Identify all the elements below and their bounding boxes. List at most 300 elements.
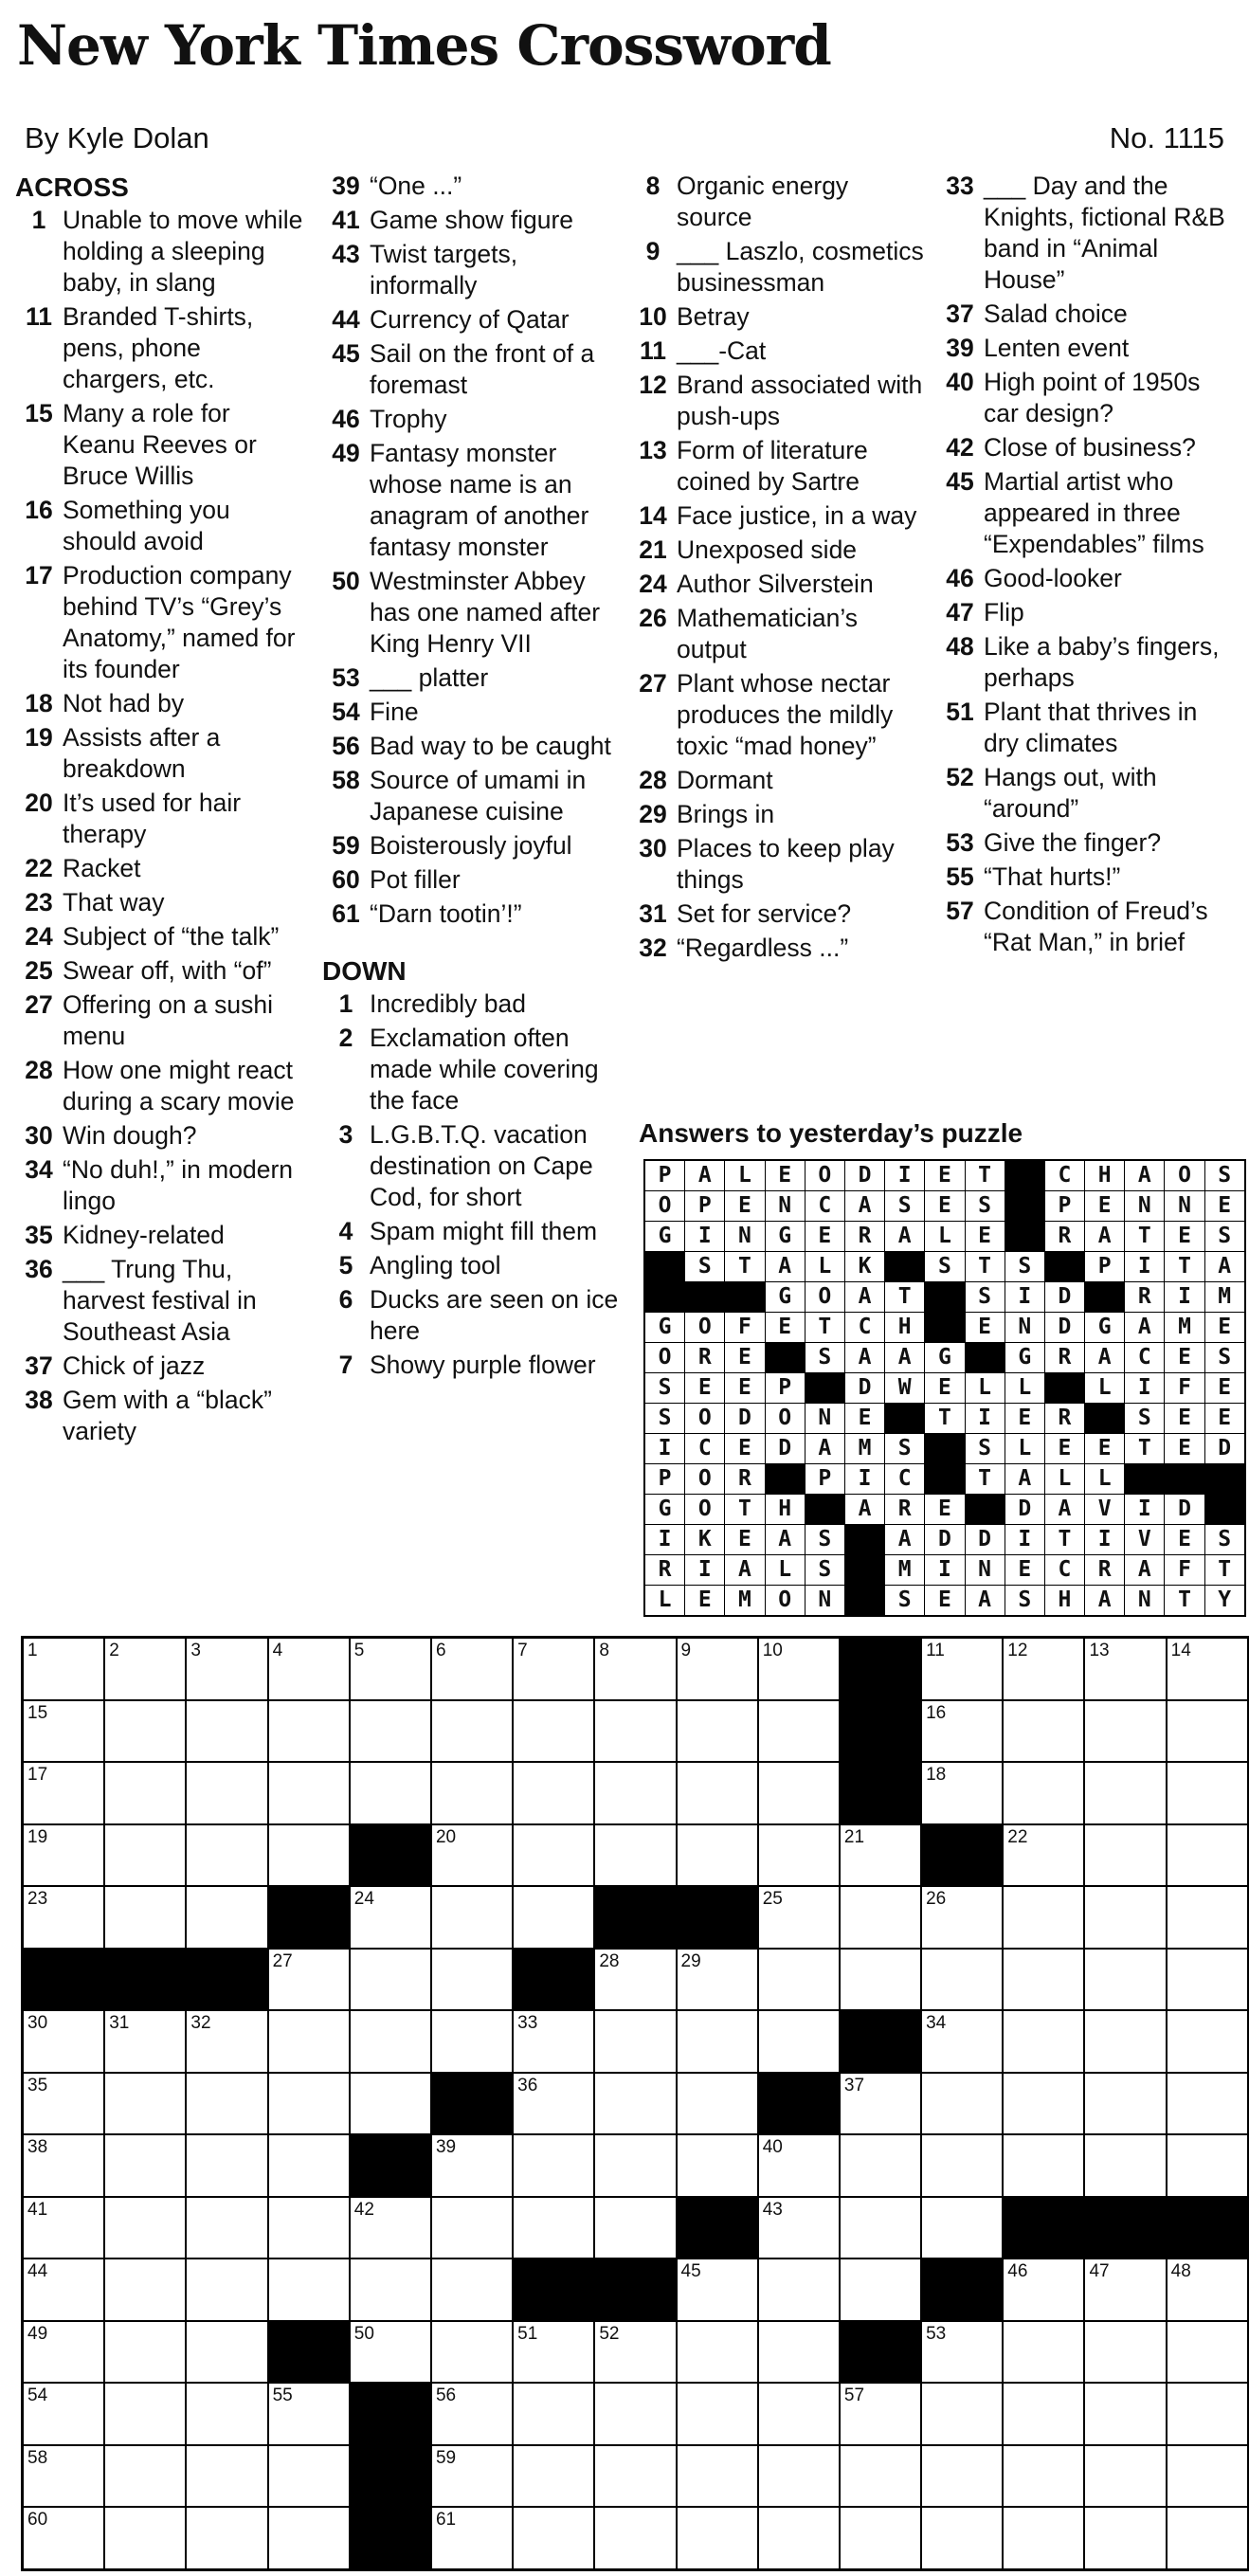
grid-cell[interactable] [187, 2384, 266, 2444]
cell-number: 3 [190, 1641, 201, 1660]
answer-letter: I [1005, 1282, 1044, 1312]
grid-cell[interactable] [432, 1763, 512, 1823]
clue-item [322, 1216, 624, 1247]
clue-text: Author Silverstein [677, 570, 874, 598]
answer-letter: E [1165, 1434, 1204, 1463]
grid-cell[interactable] [595, 2198, 675, 2259]
grid-cell[interactable] [595, 2135, 675, 2196]
grid-cell[interactable] [759, 2135, 839, 2196]
grid-cell[interactable] [24, 1701, 103, 1762]
grid-cell[interactable] [1004, 2135, 1083, 2196]
grid-cell[interactable] [105, 2384, 185, 2444]
cell-number: 49 [27, 2323, 48, 2344]
grid-cell[interactable] [1085, 2508, 1165, 2568]
grid-cell[interactable] [678, 2259, 757, 2320]
answer-letter: E [1165, 1343, 1204, 1372]
grid-cell[interactable] [514, 2322, 593, 2383]
grid-cell[interactable] [922, 2198, 1002, 2259]
grid-cell[interactable] [432, 2259, 512, 2320]
grid-cell[interactable] [514, 1887, 593, 1948]
grid-cell[interactable] [105, 2508, 185, 2568]
grid-cell[interactable] [187, 1701, 266, 1762]
grid-cell[interactable] [1168, 1825, 1247, 1886]
grid-cell[interactable] [1004, 1887, 1083, 1948]
grid-cell[interactable] [514, 2011, 593, 2072]
grid-cell[interactable] [1004, 2074, 1083, 2134]
grid-cell[interactable] [922, 1887, 1002, 1948]
grid-black-square [105, 1950, 185, 2010]
grid-cell[interactable] [759, 1763, 839, 1823]
grid-cell[interactable] [922, 2384, 1002, 2444]
grid-cell[interactable] [841, 2384, 920, 2444]
answer-letter: V [1125, 1525, 1164, 1554]
cell-number: 39 [435, 2137, 457, 2157]
answer-letter: S [966, 1282, 1005, 1312]
grid-cell[interactable] [1085, 2259, 1165, 2320]
clue-text: Dormant [677, 766, 773, 794]
grid-cell[interactable] [678, 2446, 757, 2507]
grid-cell[interactable] [105, 2259, 185, 2320]
grid-cell[interactable] [1004, 2011, 1083, 2072]
grid-cell[interactable] [24, 2198, 103, 2259]
grid-cell[interactable] [351, 1763, 430, 1823]
grid-cell[interactable] [595, 1950, 675, 2010]
grid-cell[interactable] [432, 1887, 512, 1948]
grid-cell[interactable] [24, 2259, 103, 2320]
grid-cell[interactable] [105, 2446, 185, 2507]
grid-cell[interactable] [105, 1639, 185, 1699]
grid-cell[interactable] [269, 2198, 349, 2259]
answer-letter: A [845, 1495, 884, 1524]
answer-letter: L [806, 1252, 844, 1281]
clue-item [15, 887, 309, 918]
clue-text: Form of literature coined by Sartre [677, 436, 868, 496]
grid-cell[interactable] [841, 2259, 920, 2320]
answer-letter: A [1125, 1555, 1164, 1585]
grid-cell[interactable] [1085, 2446, 1165, 2507]
grid-cell[interactable] [759, 1950, 839, 2010]
grid-cell[interactable] [1168, 2508, 1247, 2568]
grid-cell[interactable] [1085, 1950, 1165, 2010]
grid-cell[interactable] [1168, 2384, 1247, 2444]
grid-cell[interactable] [1085, 2135, 1165, 2196]
clue-text: Currency of Qatar [370, 305, 570, 334]
clue-item [322, 989, 624, 1020]
grid-cell[interactable] [1168, 2259, 1247, 2320]
answer-letter: E [925, 1373, 964, 1403]
answer-black-square [925, 1282, 964, 1312]
clue-item [936, 631, 1238, 694]
grid-cell[interactable] [514, 2508, 593, 2568]
grid-cell[interactable] [351, 2259, 430, 2320]
clue-item [629, 569, 931, 600]
grid-cell[interactable] [24, 2384, 103, 2444]
answer-letter: I [845, 1464, 884, 1494]
grid-cell[interactable] [1168, 1887, 1247, 1948]
grid-cell[interactable] [269, 1639, 349, 1699]
grid-cell[interactable] [351, 1887, 430, 1948]
grid-black-square [922, 2259, 1002, 2320]
grid-cell[interactable] [678, 1763, 757, 1823]
answer-letter: A [1045, 1495, 1084, 1524]
clue-number: 1 [31, 206, 46, 234]
answer-letter: R [885, 1495, 924, 1524]
answer-black-square [806, 1373, 844, 1403]
clue-item [15, 788, 309, 850]
grid-cell[interactable] [24, 1825, 103, 1886]
grid-cell[interactable] [841, 1887, 920, 1948]
grid-cell[interactable] [759, 2508, 839, 2568]
clue-number: 36 [25, 1255, 53, 1283]
grid-cell[interactable] [922, 2135, 1002, 2196]
grid-cell[interactable] [514, 1639, 593, 1699]
cell-number: 11 [926, 1641, 945, 1660]
grid-cell[interactable] [595, 1639, 675, 1699]
answer-letter: T [1205, 1555, 1244, 1585]
clue-item [322, 338, 624, 401]
answer-black-square [1005, 1161, 1044, 1190]
grid-cell[interactable] [269, 2074, 349, 2134]
grid-cell[interactable] [351, 2011, 430, 2072]
answer-letter: M [1205, 1282, 1244, 1312]
grid-cell[interactable] [514, 2135, 593, 2196]
grid-cell[interactable] [759, 1825, 839, 1886]
clue-number: 55 [946, 862, 974, 891]
grid-cell[interactable] [841, 2074, 920, 2134]
grid-cell[interactable] [24, 2446, 103, 2507]
answer-letter: S [925, 1252, 964, 1281]
clue-number: 60 [332, 865, 360, 894]
grid-cell[interactable] [105, 2135, 185, 2196]
grid-cell[interactable] [678, 2074, 757, 2134]
grid-cell[interactable] [269, 2384, 349, 2444]
grid-cell[interactable] [514, 1763, 593, 1823]
grid-cell[interactable] [595, 2508, 675, 2568]
answer-letter: T [725, 1495, 764, 1524]
grid-cell[interactable] [432, 2446, 512, 2507]
clue-item [15, 205, 309, 299]
grid-cell[interactable] [432, 1825, 512, 1886]
grid-cell[interactable] [922, 1701, 1002, 1762]
grid-cell[interactable] [24, 1763, 103, 1823]
clue-column-4 [936, 171, 1238, 961]
grid-cell[interactable] [105, 2198, 185, 2259]
grid-cell[interactable] [105, 2011, 185, 2072]
grid-cell[interactable] [922, 2446, 1002, 2507]
grid-black-square [187, 1950, 266, 2010]
grid-cell[interactable] [1085, 1825, 1165, 1886]
grid-cell[interactable] [1004, 1763, 1083, 1823]
grid-cell[interactable] [105, 2322, 185, 2383]
clue-item [629, 933, 931, 964]
answer-letter: L [1005, 1434, 1044, 1463]
grid-cell[interactable] [24, 2011, 103, 2072]
answer-letter: R [645, 1555, 684, 1585]
grid-cell[interactable] [1168, 2322, 1247, 2383]
answer-letter: N [1005, 1313, 1044, 1342]
clue-text: Racket [63, 854, 141, 882]
grid-cell[interactable] [678, 2011, 757, 2072]
clue-text: It’s used for hair therapy [63, 789, 242, 848]
grid-cell[interactable] [269, 2446, 349, 2507]
answer-letter: A [766, 1252, 805, 1281]
clue-item [936, 367, 1238, 429]
answer-letter: S [1005, 1252, 1044, 1281]
cell-number: 18 [926, 1765, 947, 1785]
grid-cell[interactable] [432, 2322, 512, 2383]
grid-cell[interactable] [514, 2384, 593, 2444]
grid-cell[interactable] [1168, 2135, 1247, 2196]
grid-cell[interactable] [1168, 1763, 1247, 1823]
answer-letter: I [1125, 1373, 1164, 1403]
grid-cell[interactable] [759, 2011, 839, 2072]
grid-cell[interactable] [514, 1701, 593, 1762]
answer-letter: S [645, 1404, 684, 1433]
grid-cell[interactable] [922, 1950, 1002, 2010]
grid-cell[interactable] [1168, 2011, 1247, 2072]
grid-cell[interactable] [269, 1825, 349, 1886]
grid-cell[interactable] [24, 2508, 103, 2568]
grid-cell[interactable] [1004, 1825, 1083, 1886]
answer-letter: G [645, 1313, 684, 1342]
grid-cell[interactable] [678, 1825, 757, 1886]
clue-number: 57 [946, 897, 974, 925]
grid-black-square [595, 1887, 675, 1948]
grid-cell[interactable] [922, 1763, 1002, 1823]
grid-cell[interactable] [432, 1950, 512, 2010]
grid-cell[interactable] [595, 2446, 675, 2507]
answer-letter: I [1165, 1282, 1204, 1312]
grid-cell[interactable] [595, 1763, 675, 1823]
clue-text: Gem with a “black” variety [63, 1386, 272, 1445]
grid-cell[interactable] [841, 2508, 920, 2568]
clue-number: 12 [639, 371, 667, 399]
grid-cell[interactable] [922, 2074, 1002, 2134]
grid-cell[interactable] [759, 1887, 839, 1948]
grid-cell[interactable] [678, 1639, 757, 1699]
grid-cell[interactable] [1004, 2384, 1083, 2444]
grid-cell[interactable] [922, 1639, 1002, 1699]
grid-cell[interactable] [1004, 2508, 1083, 2568]
cell-number: 22 [1007, 1826, 1028, 1847]
answer-letter: T [925, 1404, 964, 1433]
grid-cell[interactable] [1085, 1701, 1165, 1762]
grid-cell[interactable] [24, 2322, 103, 2383]
grid-cell[interactable] [1004, 1950, 1083, 2010]
cell-number: 23 [27, 1889, 48, 1909]
grid-cell[interactable] [187, 2198, 266, 2259]
grid-cell[interactable] [759, 2198, 839, 2259]
clue-number: 7 [338, 1351, 353, 1379]
grid-cell[interactable] [1085, 2322, 1165, 2383]
grid-cell[interactable] [1085, 2074, 1165, 2134]
grid-cell[interactable] [351, 2198, 430, 2259]
grid-cell[interactable] [1085, 1639, 1165, 1699]
grid-cell[interactable] [269, 1763, 349, 1823]
answer-letter: E [1045, 1434, 1084, 1463]
grid-cell[interactable] [269, 2259, 349, 2320]
grid-cell[interactable] [1168, 2446, 1247, 2507]
grid-cell[interactable] [595, 2011, 675, 2072]
answer-letter: R [1085, 1555, 1124, 1585]
grid-cell[interactable] [269, 2508, 349, 2568]
clue-number: 22 [25, 854, 53, 882]
grid-cell[interactable] [678, 2384, 757, 2444]
grid-cell[interactable] [759, 2446, 839, 2507]
grid-cell[interactable] [187, 1639, 266, 1699]
grid-cell[interactable] [105, 1701, 185, 1762]
grid-cell[interactable] [1085, 1887, 1165, 1948]
answer-letter: W [885, 1373, 924, 1403]
grid-cell[interactable] [24, 1887, 103, 1948]
grid-cell[interactable] [1168, 1950, 1247, 2010]
clue-item [322, 1350, 624, 1381]
grid-cell[interactable] [1085, 2384, 1165, 2444]
grid-black-square [595, 2259, 675, 2320]
answer-letter: G [645, 1495, 684, 1524]
grid-cell[interactable] [678, 2508, 757, 2568]
grid-cell[interactable] [841, 1950, 920, 2010]
grid-cell[interactable] [595, 2322, 675, 2383]
grid-cell[interactable] [759, 2384, 839, 2444]
grid-cell[interactable] [187, 1887, 266, 1948]
down-clue-list-continued [629, 171, 931, 964]
grid-cell[interactable] [351, 2322, 430, 2383]
answer-letter: S [806, 1525, 844, 1554]
clue-number: 28 [639, 766, 667, 794]
clue-item [322, 765, 624, 827]
grid-cell[interactable] [759, 2322, 839, 2383]
cell-number: 25 [762, 1889, 783, 1909]
grid-cell[interactable] [351, 1639, 430, 1699]
grid-cell[interactable] [678, 1701, 757, 1762]
grid-cell[interactable] [105, 1887, 185, 1948]
clue-item [15, 722, 309, 785]
answer-black-square [1005, 1222, 1044, 1251]
grid-cell[interactable] [841, 2198, 920, 2259]
grid-cell[interactable] [1168, 1701, 1247, 1762]
grid-cell[interactable] [432, 1639, 512, 1699]
clue-number: 14 [639, 501, 667, 530]
clue-number: 19 [25, 723, 53, 752]
answer-letter: S [1125, 1404, 1164, 1433]
grid-cell[interactable] [24, 2135, 103, 2196]
grid-cell[interactable] [432, 2198, 512, 2259]
grid-cell[interactable] [187, 2508, 266, 2568]
grid-cell[interactable] [351, 1701, 430, 1762]
grid-cell[interactable] [24, 2074, 103, 2134]
grid-cell[interactable] [759, 1701, 839, 1762]
grid-cell[interactable] [1004, 2322, 1083, 2383]
grid-cell[interactable] [1004, 2446, 1083, 2507]
grid-cell[interactable] [678, 2135, 757, 2196]
grid-cell[interactable] [269, 2011, 349, 2072]
clue-number: 24 [25, 922, 53, 951]
grid-cell[interactable] [432, 2011, 512, 2072]
grid-cell[interactable] [105, 1825, 185, 1886]
grid-cell[interactable] [187, 2135, 266, 2196]
clue-column-1 [15, 171, 309, 1450]
grid-cell[interactable] [269, 2135, 349, 2196]
grid-cell[interactable] [595, 1825, 675, 1886]
answer-letter: S [1205, 1343, 1244, 1372]
clue-item [322, 1023, 624, 1116]
grid-cell[interactable] [841, 1825, 920, 1886]
grid-cell[interactable] [841, 2446, 920, 2507]
answer-letter: O [806, 1161, 844, 1190]
grid-cell[interactable] [922, 2322, 1002, 2383]
grid-cell[interactable] [514, 2446, 593, 2507]
grid-cell[interactable] [1085, 1763, 1165, 1823]
grid-cell[interactable] [432, 2135, 512, 2196]
grid-cell[interactable] [595, 1701, 675, 1762]
grid-cell[interactable] [1168, 1639, 1247, 1699]
answer-letter: M [845, 1434, 884, 1463]
grid-cell[interactable] [1085, 2011, 1165, 2072]
answer-letter: E [725, 1191, 764, 1221]
grid-cell[interactable] [595, 2384, 675, 2444]
clue-item [629, 603, 931, 665]
grid-cell[interactable] [759, 1639, 839, 1699]
grid-cell[interactable] [1168, 2074, 1247, 2134]
grid-cell[interactable] [595, 2074, 675, 2134]
grid-cell[interactable] [187, 2446, 266, 2507]
grid-cell[interactable] [351, 1950, 430, 2010]
answer-letter: T [885, 1282, 924, 1312]
grid-cell[interactable] [432, 1701, 512, 1762]
grid-cell[interactable] [187, 2259, 266, 2320]
clue-number: 15 [25, 399, 53, 427]
clue-text: That way [63, 888, 165, 916]
clue-text: Westminster Abbey has one named after King Henry VII [370, 567, 601, 658]
grid-cell[interactable] [514, 2074, 593, 2134]
grid-cell[interactable] [922, 2011, 1002, 2072]
cell-number: 53 [926, 2323, 947, 2344]
grid-cell[interactable] [678, 1950, 757, 2010]
grid-cell[interactable] [105, 1763, 185, 1823]
clue-text: Pot filler [370, 865, 461, 894]
grid-cell[interactable] [24, 1639, 103, 1699]
grid-cell[interactable] [187, 2322, 266, 2383]
grid-cell[interactable] [105, 2074, 185, 2134]
grid-cell[interactable] [187, 1763, 266, 1823]
grid-cell[interactable] [1004, 2259, 1083, 2320]
answer-black-square [1045, 1373, 1084, 1403]
grid-cell[interactable] [187, 2011, 266, 2072]
grid-cell[interactable] [269, 1701, 349, 1762]
grid-cell[interactable] [922, 2508, 1002, 2568]
grid-cell[interactable] [514, 2198, 593, 2259]
grid-cell[interactable] [432, 2384, 512, 2444]
clue-number: 18 [25, 689, 53, 717]
grid-cell[interactable] [1004, 1639, 1083, 1699]
clue-text: High point of 1950s car design? [984, 368, 1201, 427]
clue-item [936, 597, 1238, 628]
grid-cell[interactable] [269, 1950, 349, 2010]
clue-text: “Darn tootin’!” [370, 899, 522, 928]
grid-cell[interactable] [432, 2508, 512, 2568]
answer-letter: A [845, 1191, 884, 1221]
grid-cell[interactable] [678, 2322, 757, 2383]
grid-cell[interactable] [1004, 1701, 1083, 1762]
grid-cell[interactable] [351, 2074, 430, 2134]
grid-cell[interactable] [514, 1825, 593, 1886]
grid-cell[interactable] [187, 2074, 266, 2134]
grid-cell[interactable] [187, 1825, 266, 1886]
grid-cell[interactable] [841, 2135, 920, 2196]
grid-cell[interactable] [759, 2259, 839, 2320]
answer-black-square [925, 1313, 964, 1342]
